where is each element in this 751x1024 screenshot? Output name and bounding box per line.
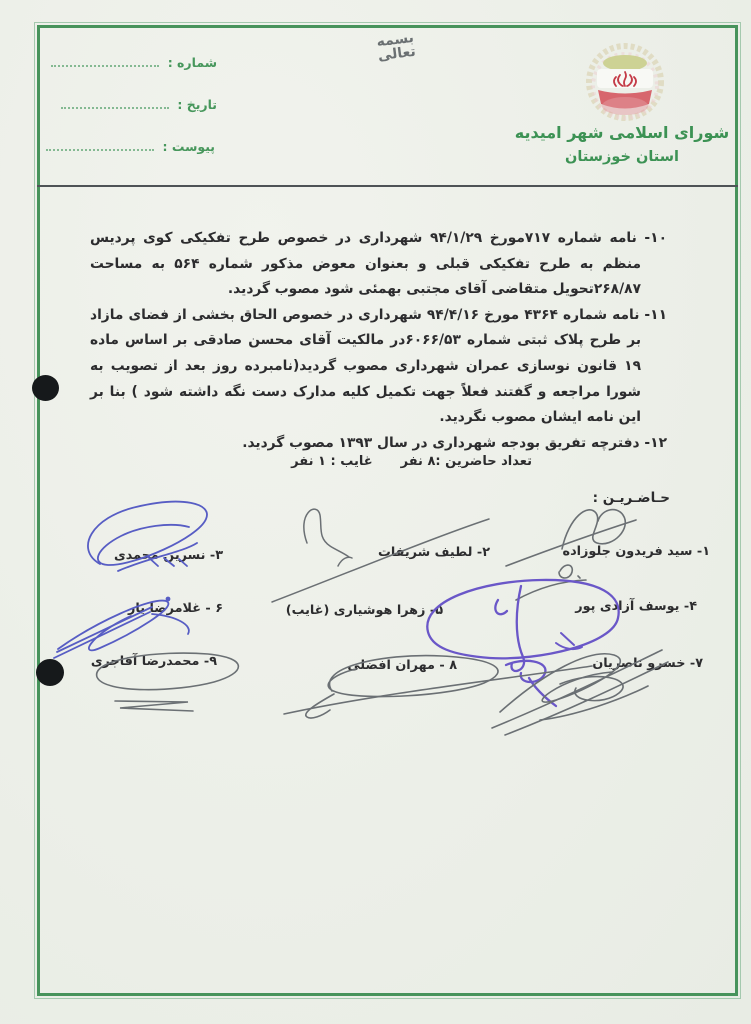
signatory-4: ۴- یوسف آزادی پور xyxy=(575,599,697,614)
present-heading: حـاضـریـن : xyxy=(592,490,670,506)
signatory-2: ۲- لطیف شریفات xyxy=(378,545,490,560)
field-attachment xyxy=(46,139,215,154)
signatory-1: ۱- سید فریدون جلوزاده xyxy=(562,544,710,559)
signatory-3: ۳- نسرین محمدی xyxy=(114,548,223,563)
field-number xyxy=(51,55,217,70)
minutes-item-12: ۱۲- دفترچه تفریق بودجه شهرداری در سال ۱۳۹۳ مصوب گردید. xyxy=(242,434,667,451)
signatory-7: ۷- خسرو ناصریان xyxy=(592,656,703,671)
signatory-6: ۶ - غلامرضا یار xyxy=(128,601,223,616)
absent-count: غایب : ۱ نفر xyxy=(291,454,373,469)
iran-emblem-icon xyxy=(580,42,670,122)
punch-hole-artifact-bottom xyxy=(36,659,64,686)
field-attachment-label: پیوست : xyxy=(162,139,215,154)
org-title-block xyxy=(503,121,741,169)
bismillah-calligraphy: بسمه تعالی xyxy=(375,29,417,65)
minutes-item-11: ۱۱- نامه شماره ۴۳۶۴ مورخ ۹۴/۴/۱۶ شهرداری در خصوص الحاق بخشی از فضای مازاد بر طرح پلاک ثبتی شماره ۶۰۶۶/۵۳در مالکیت آقای محسن صادقی بر اساس ماده ۱۹ قانون نوسازی عمران شهرداری مصوب گردید(نامبرده روز بعد از تصویب به شورا مراجعه و گفتند فعلاً جهت تکمیل کلیه مدارک دست نگه داشته شود ) بنا بر این نامه ایشان مصوب نگردید. xyxy=(90,306,667,426)
field-attachment-dotted-line xyxy=(46,139,154,151)
header-divider-line xyxy=(37,185,738,187)
field-date xyxy=(61,97,217,112)
signatory-8: ۸ - مهران افضلی xyxy=(347,658,457,673)
green-border-frame xyxy=(37,25,738,996)
punch-hole-artifact-top xyxy=(32,375,59,401)
signatory-9: ۹- محمدرضا آقاجری xyxy=(90,654,217,669)
minutes-body xyxy=(90,226,667,456)
org-name: شورای اسلامی شهر امیدیه xyxy=(514,123,730,142)
field-date-dotted-line xyxy=(61,97,169,109)
org-province: استان خوزستان xyxy=(565,149,679,165)
minutes-item-10: ۱۰- نامه شماره ۷۱۷مورخ ۹۴/۱/۲۹ شهرداری در خصوص طرح تفکیکی کوی پردیس منظم به طرح تفکیکی قبلی و بعنوان معوض مذکور شماره ۵۶۴ به مساحت ۲۶۸/۸۷تحویل متقاضی آقای مجتبی بهمئی شود مصوب گردید. xyxy=(90,230,667,298)
attendance-line xyxy=(291,454,532,469)
present-count: تعداد حاضرین :۸ نفر xyxy=(400,454,532,469)
field-number-dotted-line xyxy=(51,55,159,67)
field-date-label: تاریخ : xyxy=(177,97,217,112)
field-number-label: شماره : xyxy=(167,55,217,70)
signatory-5: ۵- زهرا هوشیاری (غایب) xyxy=(285,603,443,618)
